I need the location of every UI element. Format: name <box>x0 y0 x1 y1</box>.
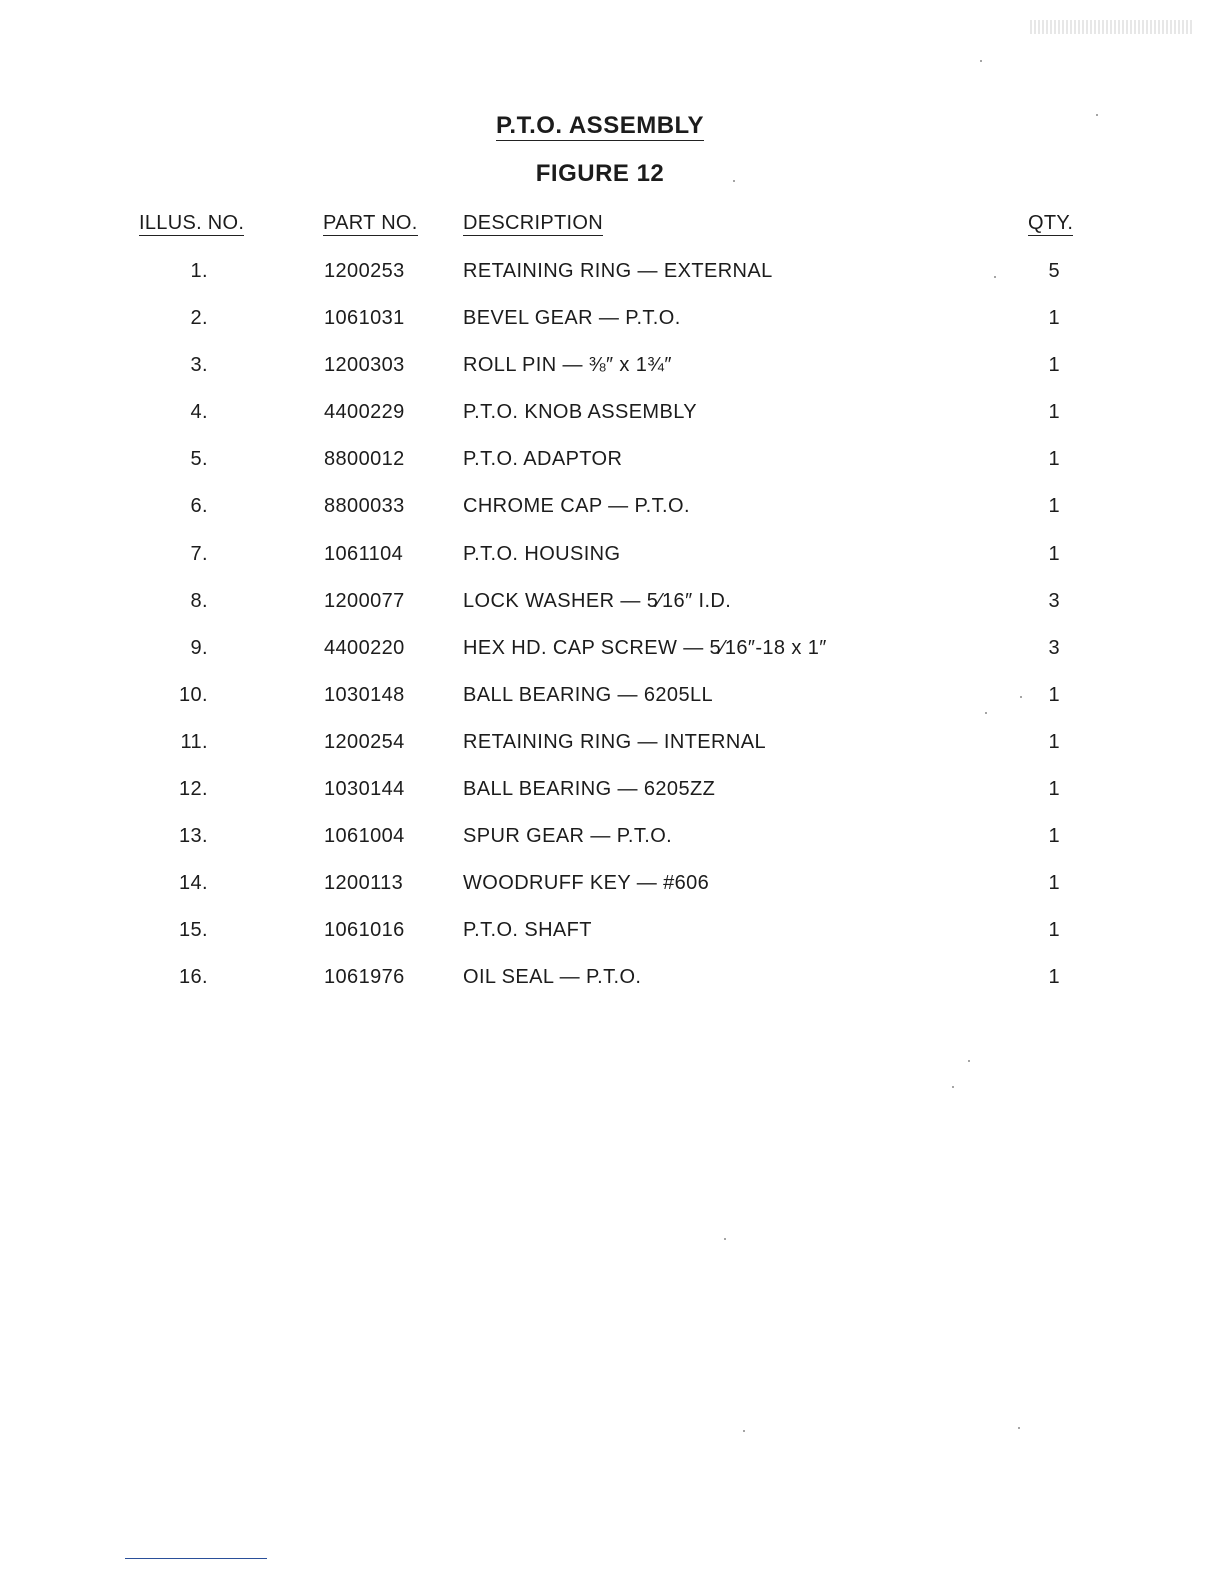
qty-cell: 1 <box>1048 966 1060 989</box>
description-cell: BALL BEARING — 6205ZZ <box>463 778 716 801</box>
page-title-text: P.T.O. ASSEMBLY <box>495 112 704 139</box>
part-no-cell: 1061031 <box>324 307 405 330</box>
table-row <box>0 541 1224 588</box>
part-no-cell: 4400220 <box>324 636 405 659</box>
description-cell: ROLL PIN — ⅜″ x 1¾″ <box>463 354 672 377</box>
footnote-rule <box>125 1558 267 1559</box>
table-row <box>0 588 1224 635</box>
scan-speck <box>968 1060 970 1062</box>
scan-speck <box>994 276 996 278</box>
scan-noise-corner <box>1030 20 1192 34</box>
illus-no-cell: 7. <box>190 542 208 565</box>
part-no-cell: 1030144 <box>324 778 405 801</box>
description-cell: P.T.O. ADAPTOR <box>463 448 623 471</box>
part-no-cell: 1200303 <box>324 354 405 377</box>
table-row <box>0 870 1224 917</box>
description-cell: RETAINING RING — INTERNAL <box>463 730 766 753</box>
illus-no-cell: 15. <box>178 919 208 942</box>
description-cell: OIL SEAL — P.T.O. <box>463 966 642 989</box>
scan-speck <box>985 712 987 714</box>
illus-no-cell: 6. <box>190 495 208 518</box>
part-no-cell: 8800033 <box>324 495 405 518</box>
qty-cell: 1 <box>1048 683 1060 706</box>
description-cell: P.T.O. SHAFT <box>463 919 592 942</box>
table-row <box>0 635 1224 682</box>
table-row <box>0 352 1224 399</box>
table-row <box>0 964 1224 1011</box>
part-no-cell: 1200113 <box>324 872 404 895</box>
table-row <box>0 917 1224 964</box>
table-row <box>0 493 1224 540</box>
table-row <box>0 446 1224 493</box>
qty-cell: 5 <box>1048 260 1060 282</box>
parts-table <box>0 258 1224 1012</box>
page-title <box>0 112 1200 140</box>
qty-cell: 1 <box>1048 825 1060 848</box>
table-row <box>0 399 1224 446</box>
table-row <box>0 258 1224 305</box>
description-cell: HEX HD. CAP SCREW — 5⁄16″-18 x 1″ <box>463 636 827 659</box>
part-no-cell: 1061104 <box>324 542 404 565</box>
scan-speck <box>1018 1427 1020 1429</box>
illus-no-cell: 11. <box>180 730 208 753</box>
illus-no-cell: 12. <box>178 778 208 801</box>
part-no-cell: 1200254 <box>324 730 405 753</box>
qty-cell: 1 <box>1048 495 1060 518</box>
qty-cell: 1 <box>1048 401 1060 424</box>
part-no-cell: 8800012 <box>324 448 405 471</box>
description-cell: SPUR GEAR — P.T.O. <box>463 825 673 848</box>
header-qty: QTY. <box>1028 212 1074 234</box>
scan-speck <box>733 180 735 182</box>
part-no-cell: 1061004 <box>324 825 405 848</box>
illus-no-cell: 13. <box>178 825 208 848</box>
scan-speck <box>1096 114 1098 116</box>
table-row <box>0 682 1224 729</box>
header-description: DESCRIPTION <box>463 212 603 234</box>
table-row <box>0 305 1224 352</box>
description-cell: P.T.O. HOUSING <box>463 542 621 565</box>
scan-speck <box>1020 696 1022 698</box>
qty-cell: 1 <box>1048 307 1060 330</box>
scan-speck <box>743 1430 745 1432</box>
qty-cell: 3 <box>1048 636 1060 659</box>
qty-cell: 1 <box>1048 778 1060 801</box>
description-cell: BALL BEARING — 6205LL <box>463 683 714 706</box>
description-cell: BEVEL GEAR — P.T.O. <box>463 307 681 330</box>
illus-no-cell: 1. <box>190 260 208 282</box>
description-cell: LOCK WASHER — 5⁄16″ I.D. <box>463 589 732 612</box>
illus-no-cell: 14. <box>178 872 208 895</box>
part-no-cell: 1061016 <box>324 919 405 942</box>
illus-no-cell: 16. <box>178 966 208 989</box>
scan-speck <box>724 1238 726 1240</box>
description-cell: CHROME CAP — P.T.O. <box>463 495 690 518</box>
illus-no-cell: 10. <box>178 683 208 706</box>
qty-cell: 1 <box>1048 730 1060 753</box>
figure-label: FIGURE 12 <box>535 160 665 187</box>
part-no-cell: 1200253 <box>324 260 405 282</box>
part-no-cell: 1200077 <box>324 589 405 612</box>
scan-speck <box>952 1086 954 1088</box>
table-row <box>0 776 1224 823</box>
qty-cell: 1 <box>1048 448 1060 471</box>
header-illus-no: ILLUS. NO. <box>139 212 245 234</box>
scan-speck <box>980 60 982 62</box>
qty-cell: 1 <box>1048 919 1060 942</box>
illus-no-cell: 2. <box>190 307 208 330</box>
qty-cell: 3 <box>1048 589 1060 612</box>
table-row <box>0 729 1224 776</box>
header-part-no: PART NO. <box>323 212 418 234</box>
qty-cell: 1 <box>1048 542 1060 565</box>
description-cell: RETAINING RING — EXTERNAL <box>463 260 773 282</box>
illus-no-cell: 9. <box>190 636 208 659</box>
illus-no-cell: 4. <box>190 401 208 424</box>
description-cell: P.T.O. KNOB ASSEMBLY <box>463 401 698 424</box>
table-row <box>0 823 1224 870</box>
illus-no-cell: 8. <box>190 589 208 612</box>
part-no-cell: 1061976 <box>324 966 405 989</box>
part-no-cell: 4400229 <box>324 401 405 424</box>
illus-no-cell: 3. <box>190 354 208 377</box>
part-no-cell: 1030148 <box>324 683 405 706</box>
illus-no-cell: 5. <box>190 448 208 471</box>
qty-cell: 1 <box>1048 872 1060 895</box>
qty-cell: 1 <box>1048 354 1060 377</box>
description-cell: WOODRUFF KEY — #606 <box>463 872 710 895</box>
